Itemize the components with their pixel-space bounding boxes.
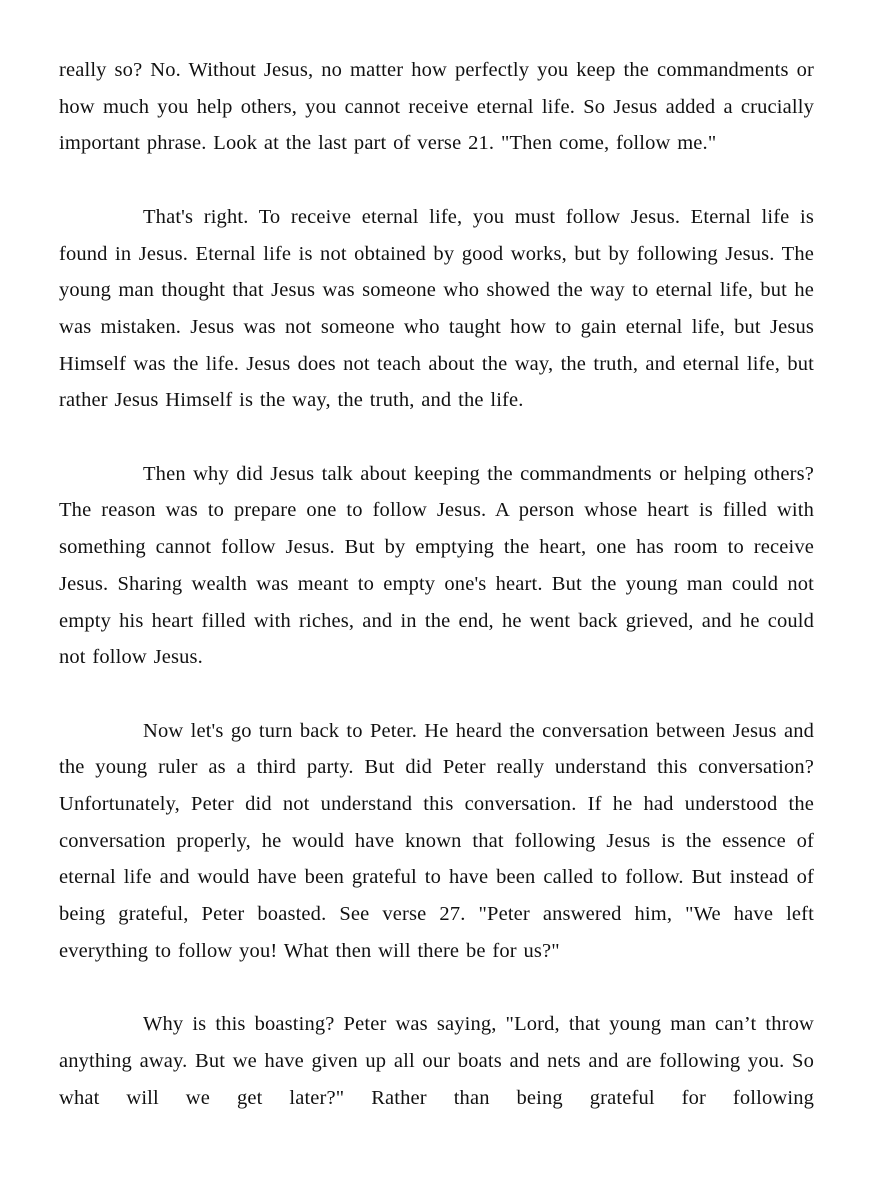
paragraph-5: Why is this boasting? Peter was saying, "Lord, that young man can’t throw anything away. But we have given up all our boats and nets and are following you. So what will we get later?" Rather than being grateful for following xyxy=(59,1013,814,1109)
paragraph-1: really so? No. Without Jesus, no matter how perfectly you keep the commandments or how much you help others, you cannot receive eternal life. So Jesus added a crucially important phrase. Look at the last part of verse 21. "Then come, follow me." xyxy=(59,59,814,155)
paragraph-2: That's right. To receive eternal life, you must follow Jesus. Eternal life is found in Jesus. Eternal life is not obtained by good works, but by following Jesus. The young man thought that Jesus was someone who showed the way to eternal life, but he was mistaken. Jesus was not someone who taught how to gain eternal life, but Jesus Himself was the life. Jesus does not teach about the way, the truth, and eternal life, but rather Jesus Himself is the way, the truth, and the life. xyxy=(59,205,814,412)
document-page xyxy=(59,52,814,1116)
paragraph-4: Now let's go turn back to Peter. He heard the conversation between Jesus and the young ruler as a third party. But did Peter really understand this conversation? Unfortunately, Peter did not understand this conversation. If he had understood the conversation properly, he would have known that following Jesus is the essence of eternal life and would have been grateful to have been called to follow. But instead of being grateful, Peter boasted. See verse 27. "Peter answered him, "We have left everything to follow you! What then will there be for us?" xyxy=(59,719,814,962)
paragraph-3: Then why did Jesus talk about keeping the commandments or helping others? The reason was to prepare one to follow Jesus. A person whose heart is filled with something cannot follow Jesus. But by emptying the heart, one has room to receive Jesus. Sharing wealth was meant to empty one's heart. But the young man could not empty his heart filled with riches, and in the end, he went back grieved, and he could not follow Jesus. xyxy=(59,462,814,669)
